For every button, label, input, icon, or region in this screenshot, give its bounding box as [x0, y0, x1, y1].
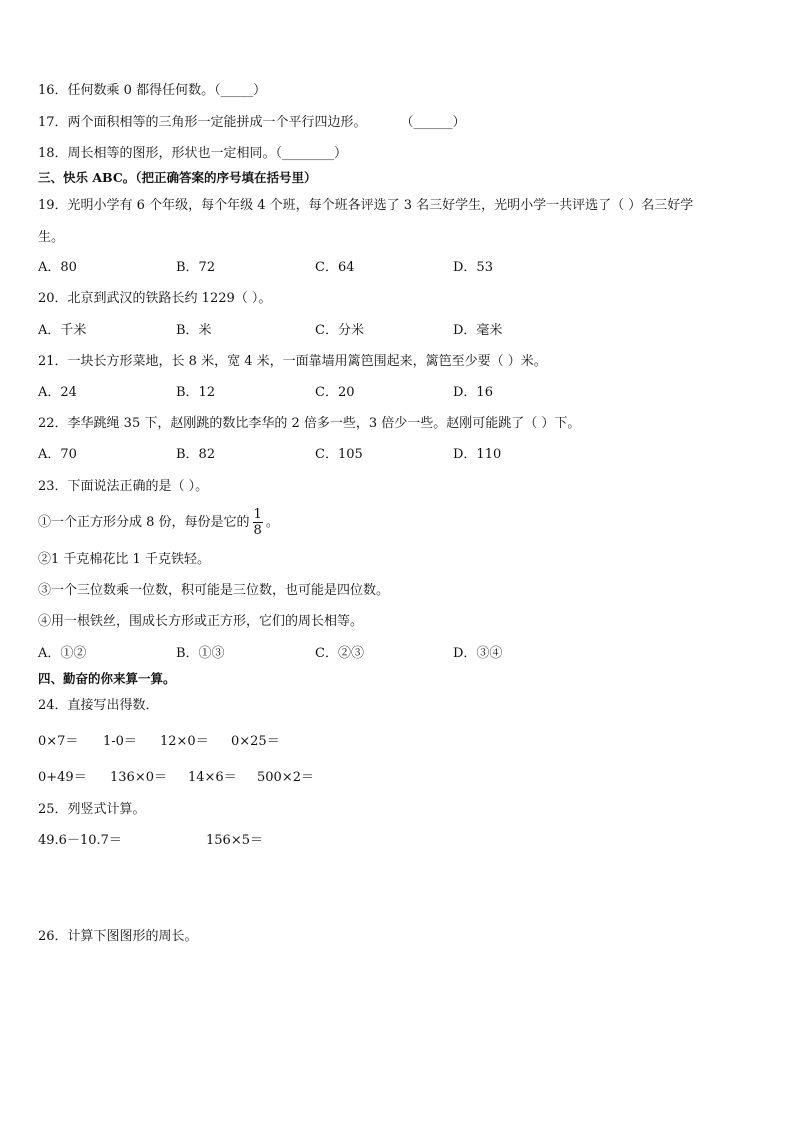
q23-statement-1: [38, 506, 279, 540]
q23-statement-1-text: ①一个正方形分成 8 份，每份是它的: [38, 515, 250, 530]
question-19-line-2: 生。: [38, 230, 65, 245]
q22-option-c: C．105: [315, 447, 363, 462]
question-16: 16．任何数乘 0 都得任何数。（_____）: [38, 83, 267, 98]
question-25: 25．列竖式计算。: [38, 802, 146, 817]
q23-statement-3: ③一个三位数乘一位数，积可能是三位数，也可能是四位数。: [38, 583, 390, 598]
q22-option-a: A．70: [38, 447, 77, 462]
q19-option-a: A．80: [38, 260, 77, 275]
q24-item-7: 14×6＝: [188, 770, 237, 785]
q23-statement-1-end: 。: [265, 515, 279, 530]
q19-option-b: B．72: [176, 260, 216, 275]
q23-statement-2: ②1 千克棉花比 1 千克铁轻。: [38, 552, 210, 567]
question-22: 22．李华跳绳 35 下，赵刚跳的数比李华的 2 倍多一些，3 倍少一些。赵刚可能跳了（ ）下。: [38, 416, 581, 431]
q24-item-2: 1-0＝: [103, 734, 137, 749]
question-17: [38, 114, 466, 132]
q25-item-2: 156×5＝: [206, 833, 263, 848]
q20-option-c: C．分米: [315, 323, 364, 338]
q23-option-c: C．②③: [315, 646, 364, 661]
fraction-denominator: 8: [253, 523, 262, 538]
q21-option-c: C．20: [315, 385, 355, 400]
q20-option-d: D．毫米: [453, 323, 503, 338]
section-3-heading: 三、快乐 ABC。（把正确答案的序号填在括号里）: [38, 170, 317, 185]
q20-option-a: A．千米: [38, 323, 87, 338]
fraction-one-eighth: [253, 507, 263, 538]
section-4-heading: 四、勤奋的你来算一算。: [38, 671, 176, 686]
q22-option-b: B．82: [176, 447, 216, 462]
q21-option-d: D．16: [453, 385, 493, 400]
question-26: 26．计算下图图形的周长。: [38, 929, 198, 944]
q21-option-a: A．24: [38, 385, 77, 400]
q22-option-d: D．110: [453, 447, 502, 462]
q23-option-b: B．①③: [176, 646, 225, 661]
q24-item-5: 0+49＝: [38, 770, 87, 785]
q21-option-b: B．12: [176, 385, 216, 400]
q25-item-1: 49.6－10.7＝: [38, 833, 122, 848]
q24-item-3: 12×0＝: [160, 734, 209, 749]
q23-option-d: D．③④: [453, 646, 503, 661]
question-17-blank: （______）: [400, 115, 466, 130]
q19-option-d: D．53: [453, 260, 493, 275]
q23-option-a: A．①②: [38, 646, 87, 661]
q23-statement-4: ④用一根铁丝，围成长方形或正方形，它们的周长相等。: [38, 614, 364, 629]
q24-item-4: 0×25＝: [231, 734, 280, 749]
q24-item-8: 500×2＝: [257, 770, 314, 785]
question-17-text: 17．两个面积相等的三角形一定能拼成一个平行四边形。: [38, 115, 367, 130]
question-20: 20．北京到武汉的铁路长约 1229（ ）。: [38, 291, 272, 306]
question-19-line-1: 19．光明小学有 6 个年级，每个年级 4 个班，每个班各评选了 3 名三好学生，光明小学一共评选了（ ）名三好学: [38, 198, 694, 213]
q24-item-1: 0×7＝: [38, 734, 79, 749]
question-24: 24．直接写出得数．: [38, 698, 159, 713]
q24-item-6: 136×0＝: [110, 770, 167, 785]
question-18: 18．周长相等的图形，形状也一定相同。（________）: [38, 146, 348, 161]
fraction-numerator: 1: [253, 507, 262, 522]
question-23: 23．下面说法正确的是（ ）。: [38, 479, 209, 494]
q19-option-c: C．64: [315, 260, 355, 275]
question-21: 21．一块长方形菜地，长 8 米，宽 4 米，一面靠墙用篱笆围起来，篱笆至少要（ ）米。: [38, 354, 547, 369]
q20-option-b: B．米: [176, 323, 212, 338]
